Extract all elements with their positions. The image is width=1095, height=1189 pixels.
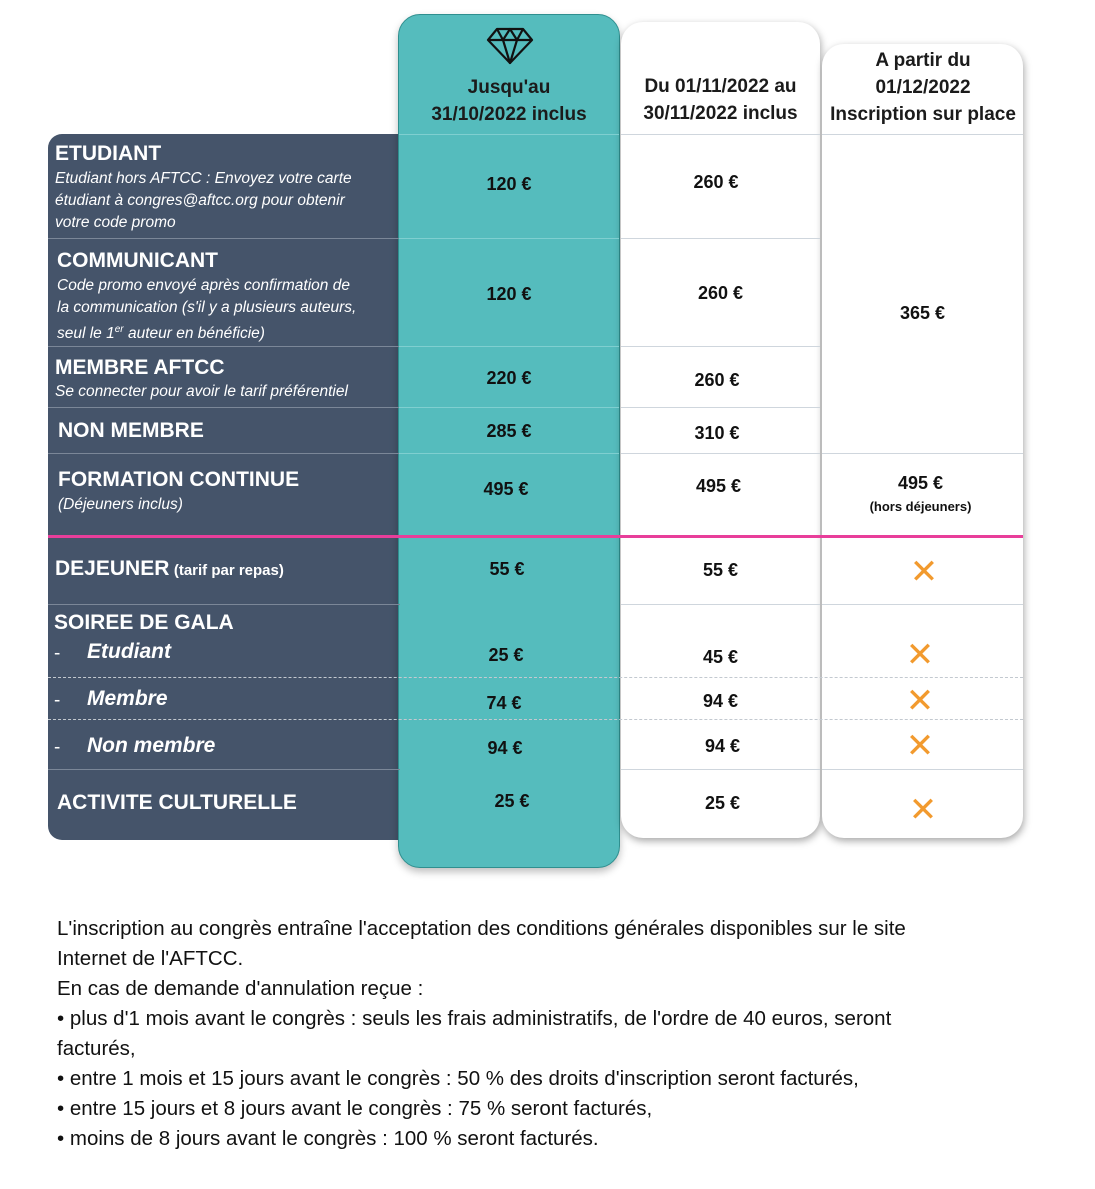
row-culturelle-label: ACTIVITE CULTURELLE [57, 791, 297, 814]
price-note: (hors déjeuners) [869, 499, 972, 514]
col2-header: Du 01/11/2022 au 30/11/2022 inclus [643, 76, 798, 124]
diamond-icon [485, 26, 535, 66]
row-divider [399, 238, 619, 239]
price: 45 € [702, 647, 739, 667]
price: 260 € [694, 370, 740, 390]
row-communicant-label [57, 249, 397, 345]
row-divider [48, 407, 400, 408]
row-subtitle: Code promo envoyé après confirmation de la communication (s'il y a plusieurs auteurs, seul le 1er auteur en bénéficie) [57, 277, 357, 343]
row-gala-label: SOIREE DE GALA [54, 611, 234, 634]
price: 94 € [487, 738, 523, 758]
price: 55 € [702, 560, 739, 580]
onsite-price: 365 € [899, 303, 946, 323]
not-available-icon: ✕ [905, 727, 935, 765]
row-divider [48, 604, 400, 605]
list-dash: - [54, 737, 61, 758]
row-non-membre-label: NON MEMBRE [58, 419, 204, 442]
row-divider [621, 134, 820, 135]
price: 495 € [897, 473, 944, 493]
row-formation-label [58, 468, 398, 516]
row-divider [399, 346, 619, 347]
terms-text: L'inscription au congrès entraîne l'acceptation des conditions générales disponibles sur le site Internet de l'AFTCC. En cas de demande d'annulation reçue : • plus d'1 mois avant le congrès : seuls les frais administratifs, de l'ordre de 40 euros, seront facturés, • entre 1 mois et 15 jours avant le congrès : 50 % des droits d'inscription seront facturés, • entre 15 jours et 8 jours avant le congrès : 75 % seront facturés, • moins de 8 jours avant le congrès : 100 % seront facturés. [57, 917, 906, 1150]
row-etudiant-label [55, 142, 395, 234]
row-divider [621, 238, 820, 239]
row-note: (tarif par repas) [173, 562, 284, 579]
row-divider [399, 134, 619, 135]
price: 94 € [704, 736, 741, 756]
price: 260 € [693, 172, 739, 192]
row-membre-label [55, 356, 395, 403]
row-divider [822, 453, 1023, 454]
dashed-divider [48, 719, 1023, 720]
price: 94 € [702, 691, 739, 711]
row-subtitle: Etudiant hors AFTCC : Envoyez votre carte étudiant à congres@aftcc.org pour obtenir votre code promo [55, 170, 352, 231]
row-subtitle: Se connecter pour avoir le tarif préférentiel [55, 383, 348, 400]
price: 285 € [486, 421, 532, 441]
row-divider [48, 346, 400, 347]
price: 120 € [486, 284, 532, 304]
row-divider [822, 604, 1023, 605]
row-dejeuner-label [55, 557, 395, 581]
section-divider [48, 535, 1023, 538]
row-divider [621, 769, 820, 770]
row-title: DEJEUNER [55, 557, 170, 580]
row-divider [822, 769, 1023, 770]
price: 25 € [704, 793, 741, 813]
row-title: FORMATION CONTINUE [58, 468, 300, 491]
row-title: MEMBRE AFTCC [55, 356, 225, 379]
not-available-icon: ✕ [909, 553, 939, 591]
row-title: COMMUNICANT [57, 249, 218, 272]
price: 120 € [486, 174, 532, 194]
price: 55 € [489, 559, 525, 579]
col3-header: A partir du 01/12/2022 Inscription sur place [830, 50, 1016, 125]
row-divider [399, 453, 619, 454]
gala-item-label: Non membre [87, 734, 216, 757]
not-available-icon: ✕ [908, 791, 938, 829]
row-subtitle: (Déjeuners inclus) [58, 496, 183, 513]
row-divider [621, 453, 820, 454]
not-available-icon: ✕ [905, 682, 935, 720]
row-title: ETUDIANT [55, 142, 162, 165]
not-available-icon: ✕ [905, 636, 935, 674]
row-divider [621, 604, 820, 605]
price: 220 € [486, 368, 532, 388]
list-dash: - [54, 643, 61, 664]
price: 25 € [488, 645, 524, 665]
price: 495 € [695, 476, 742, 496]
row-divider [48, 453, 400, 454]
list-dash: - [54, 690, 61, 711]
price: 310 € [694, 423, 740, 443]
row-divider [621, 346, 820, 347]
price: 25 € [494, 791, 530, 811]
row-divider [621, 407, 820, 408]
row-divider [48, 769, 400, 770]
row-divider [399, 407, 619, 408]
price: 260 € [697, 283, 744, 303]
row-divider [48, 238, 400, 239]
price: 74 € [486, 693, 522, 713]
dashed-divider [48, 677, 1023, 678]
price: 495 € [483, 479, 529, 499]
gala-item-label: Etudiant [87, 640, 171, 663]
gala-item-label: Membre [87, 687, 168, 710]
col1-header: Jusqu'au 31/10/2022 inclus [431, 77, 587, 125]
row-divider [822, 134, 1023, 135]
